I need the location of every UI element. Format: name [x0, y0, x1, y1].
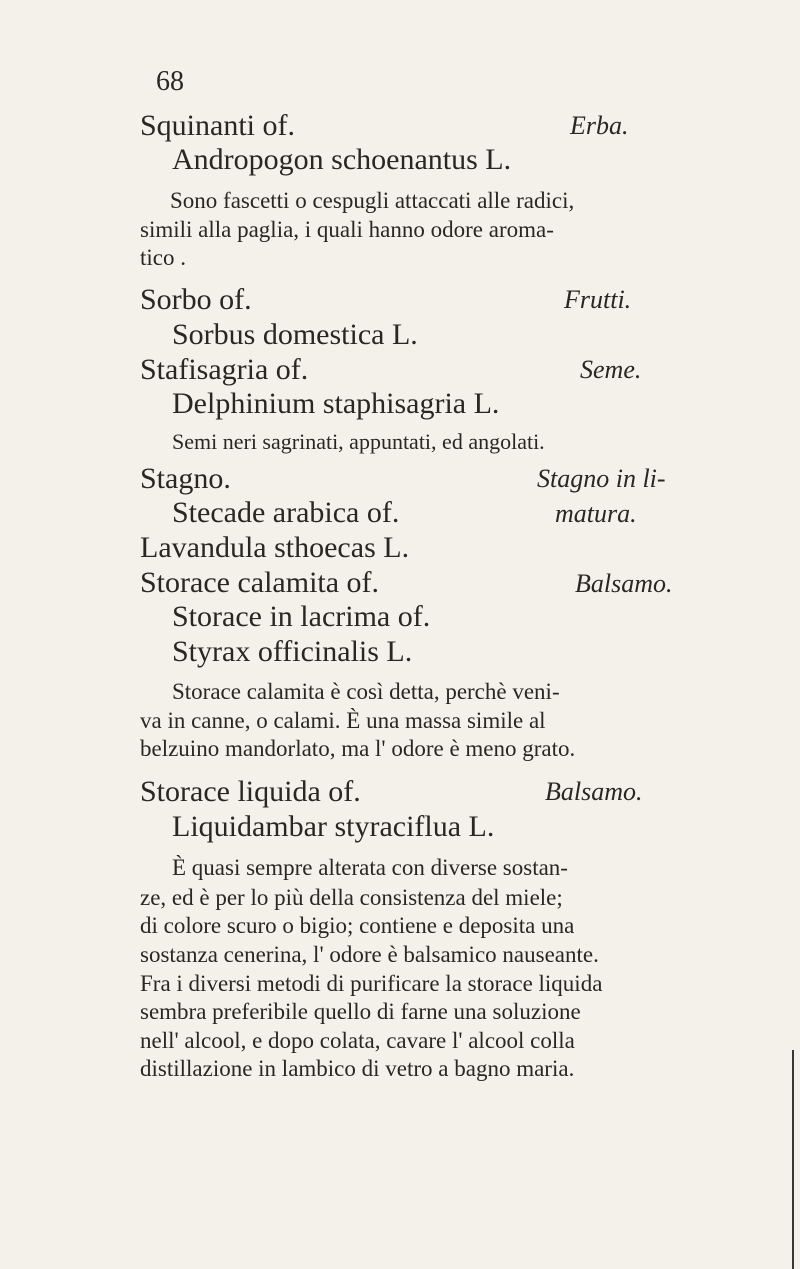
- description-line: sostanza cenerina, l' odore è balsamico nauseante.: [140, 942, 599, 967]
- entry-heading-storace-calamita: Storace calamita of.: [140, 566, 380, 599]
- category-label: Balsamo.: [545, 777, 643, 806]
- description-line: distillazione in lambico di vetro a bagno maria.: [140, 1056, 575, 1081]
- entry-heading-sorbo: Sorbo of.: [140, 283, 252, 316]
- description-line: Semi neri sagrinati, appuntati, ed angolati.: [172, 429, 545, 454]
- description-line: Fra i diversi metodi di purificare la storace liquida: [140, 971, 603, 996]
- description-line: ze, ed è per lo più della consistenza del miele;: [140, 885, 563, 910]
- description-line: nell' alcool, e dopo colata, cavare l' alcool colla: [140, 1028, 575, 1053]
- description-line: È quasi sempre alterata con diverse sostan-: [172, 855, 568, 880]
- category-label: Balsamo.: [575, 569, 673, 598]
- entry-heading-squinanti: Squinanti of.: [140, 109, 295, 142]
- latin-name: Styrax officinalis L.: [172, 635, 413, 668]
- description-line: simili alla paglia, i quali hanno odore aroma-: [140, 217, 554, 242]
- category-label: Frutti.: [564, 285, 632, 314]
- latin-name: Lavandula sthoecas L.: [140, 531, 410, 564]
- category-label: Erba.: [570, 111, 629, 140]
- latin-name: Liquidambar styraciflua L.: [172, 810, 495, 843]
- description-line: belzuino mandorlato, ma l' odore è meno grato.: [140, 736, 576, 761]
- entry-heading-storace-liquida: Storace liquida of.: [140, 775, 361, 808]
- entry-heading-stagno: Stagno.: [140, 462, 231, 495]
- entry-heading-stecade: Stecade arabica of.: [172, 496, 400, 529]
- category-label: Stagno in li-: [537, 464, 666, 493]
- latin-name: Sorbus domestica L.: [172, 318, 418, 351]
- description-line: sembra preferibile quello di farne una soluzione: [140, 999, 581, 1024]
- description-line: tico .: [140, 245, 186, 270]
- description-line: di colore scuro o bigio; contiene e deposita una: [140, 913, 575, 938]
- category-label: matura.: [555, 499, 637, 528]
- description-line: va in canne, o calami. È una massa simile al: [140, 708, 546, 733]
- description-line: Storace calamita è così detta, perchè veni-: [172, 679, 560, 704]
- page-number: 68: [156, 66, 184, 97]
- latin-name: Delphinium staphisagria L.: [172, 387, 500, 420]
- entry-heading-stafisagria: Stafisagria of.: [140, 353, 309, 386]
- latin-name: Andropogon schoenantus L.: [172, 143, 512, 176]
- description-line: Sono fascetti o cespugli attaccati alle radici,: [170, 188, 575, 213]
- synonym-name: Storace in lacrima of.: [172, 600, 431, 633]
- category-label: Seme.: [580, 355, 642, 384]
- page-edge-shadow: [792, 1050, 794, 1269]
